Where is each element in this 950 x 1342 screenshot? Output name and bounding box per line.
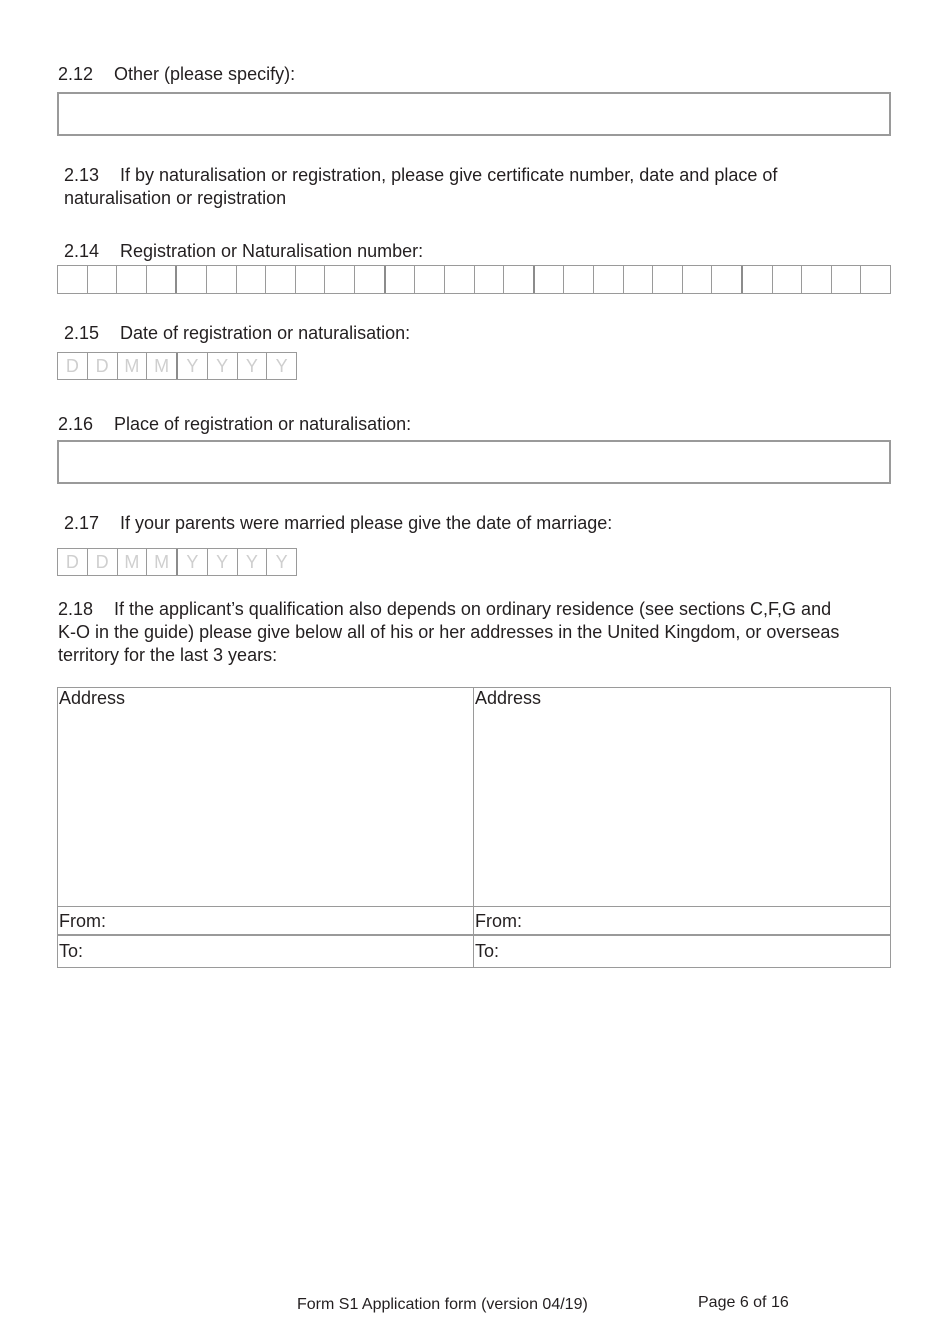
marriage-date-field[interactable] [57,548,297,576]
date-cell[interactable]: D [58,549,88,575]
q214-label [64,240,423,263]
registration-number-cell[interactable] [504,266,535,293]
address-column-2 [474,688,890,967]
registration-number-cell[interactable] [773,266,803,293]
from-field-2[interactable] [474,906,890,936]
address-label: Address [59,688,126,708]
registration-number-cell[interactable] [535,266,565,293]
other-specify-field[interactable] [57,92,891,136]
q218-text-line1: If the applicant’s qualification also depends on ordinary residence (see sections C,F,G and [114,599,832,619]
footer-form-name: Form S1 Application form (version 04/19) [297,1296,588,1313]
from-label: From: [59,911,106,931]
registration-number-cell[interactable] [386,266,416,293]
q216-text: Place of registration or naturalisation: [114,414,412,434]
date-cell[interactable]: D [58,353,88,379]
q218-text-line3: territory for the last 3 years: [58,645,278,665]
q212-number: 2.12 [58,64,94,84]
date-cell[interactable]: Y [178,353,208,379]
q217-text: If your parents were married please give the date of marriage: [120,513,613,533]
registration-number-cell[interactable] [475,266,505,293]
q217-label [64,512,612,535]
registration-number-cell[interactable] [88,266,118,293]
q217-number: 2.17 [64,513,100,533]
to-field-2[interactable] [474,937,890,967]
date-cell[interactable]: Y [208,353,238,379]
q214-text: Registration or Naturalisation number: [120,241,424,261]
date-cell[interactable]: Y [178,549,208,575]
registration-number-cell[interactable] [266,266,296,293]
registration-number-cell[interactable] [564,266,594,293]
registration-number-cell[interactable] [624,266,654,293]
registration-number-cell[interactable] [653,266,683,293]
registration-number-field[interactable] [57,265,891,294]
to-label: To: [59,941,84,961]
registration-number-cell[interactable] [743,266,773,293]
date-cell[interactable]: Y [238,549,268,575]
registration-number-cell[interactable] [325,266,355,293]
q216-number: 2.16 [58,414,94,434]
registration-number-cell[interactable] [802,266,832,293]
registration-number-cell[interactable] [147,266,178,293]
registration-number-cell[interactable] [415,266,445,293]
q216-label [58,413,411,436]
address-label: Address [475,688,542,708]
registration-number-cell[interactable] [861,266,890,293]
date-cell[interactable]: D [88,353,118,379]
registration-number-cell[interactable] [355,266,386,293]
date-cell[interactable]: Y [275,355,288,376]
registration-number-cell[interactable] [237,266,267,293]
q212-label [58,63,295,86]
q218-number: 2.18 [58,599,94,619]
date-cell[interactable]: Y [275,551,288,572]
q218-text-line2: K-O in the guide) please give below all of his or her addresses in the United Kingdom, or overseas [58,622,840,642]
from-field-1[interactable] [58,906,473,936]
q215-label [64,322,410,345]
date-cell[interactable]: M [118,353,148,379]
q213-text-cont: naturalisation or registration [64,188,287,208]
date-cell[interactable]: M [147,353,178,379]
q215-number: 2.15 [64,323,100,343]
footer-page-number: Page 6 of 16 [698,1294,789,1311]
q214-number: 2.14 [64,241,100,261]
address-table [57,687,891,968]
date-cell[interactable]: M [118,549,148,575]
date-cell[interactable]: Y [238,353,268,379]
to-field-1[interactable] [58,937,473,967]
date-cell[interactable]: D [88,549,118,575]
registration-number-cell[interactable] [445,266,475,293]
date-cell[interactable]: Y [208,549,238,575]
q213-label [64,164,884,187]
q215-text: Date of registration or naturalisation: [120,323,411,343]
registration-number-cell[interactable] [594,266,624,293]
registration-number-cell[interactable] [117,266,147,293]
registration-place-field[interactable] [57,440,891,484]
date-cell[interactable]: M [147,549,178,575]
address-column-1 [58,688,474,967]
registration-number-cell[interactable] [207,266,237,293]
to-label: To: [475,941,500,961]
registration-number-cell[interactable] [296,266,326,293]
registration-number-cell[interactable] [712,266,743,293]
registration-date-field[interactable] [57,352,297,380]
registration-number-cell[interactable] [177,266,207,293]
from-label: From: [475,911,522,931]
address-field-2[interactable] [474,710,890,906]
registration-number-cell[interactable] [832,266,862,293]
q213-number: 2.13 [64,165,100,185]
address-field-1[interactable] [58,710,473,906]
q218-label [58,598,898,621]
registration-number-cell[interactable] [683,266,713,293]
q212-text: Other (please specify): [114,64,296,84]
registration-number-cell[interactable] [58,266,88,293]
q213-text: If by naturalisation or registration, please give certificate number, date and place of [120,165,778,185]
